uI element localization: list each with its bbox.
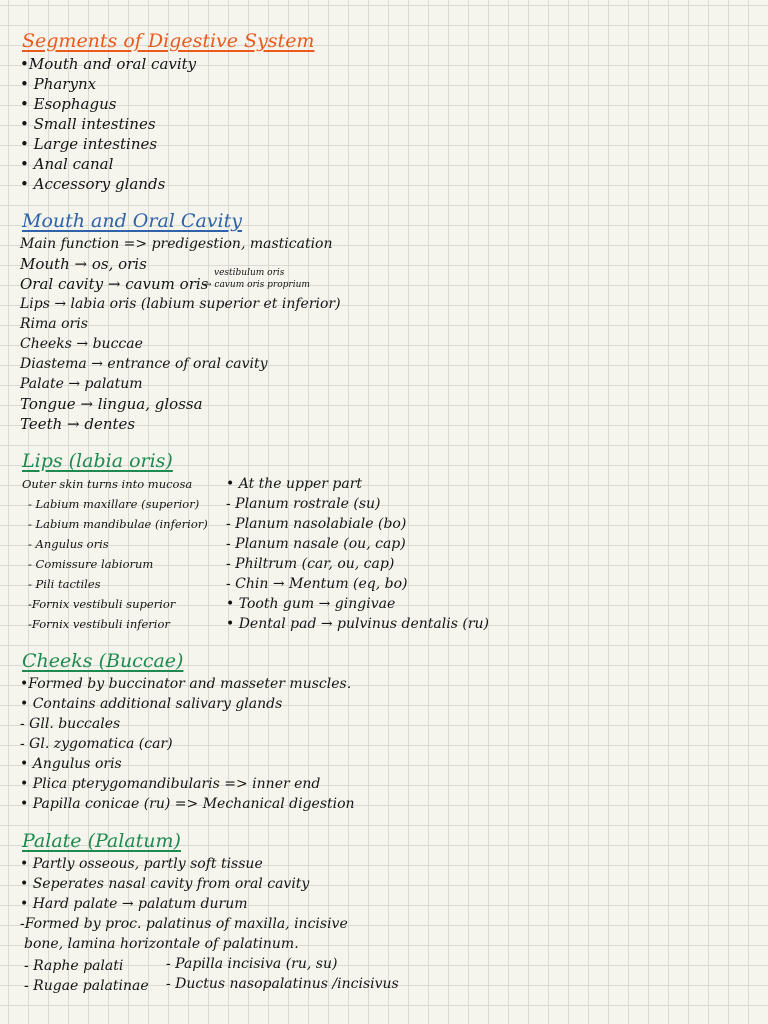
- branch-cavum-proprium: → cavum oris proprium: [204, 280, 310, 290]
- branch-vestibulum: vestibulum oris: [214, 268, 285, 278]
- palate-right-line: - Papilla incisiva (ru, su): [166, 956, 338, 972]
- note-line: Main function => predigestion, mastication: [20, 236, 333, 252]
- lips-right-line: • At the upper part: [226, 476, 363, 492]
- note-line: -Formed by proc. palatinus of maxilla, incisive: [20, 916, 348, 932]
- note-line: Diastema → entrance of oral cavity: [20, 356, 268, 372]
- lips-right-line: - Planum nasale (ou, cap): [226, 536, 406, 552]
- note-line: • Esophagus: [20, 95, 117, 113]
- note-line: Oral cavity → cavum oris: [20, 275, 209, 293]
- note-line: • Seperates nasal cavity from oral cavity: [20, 876, 310, 892]
- note-line: •Mouth and oral cavity: [20, 55, 197, 73]
- note-line: Tongue → lingua, glossa: [20, 395, 203, 413]
- note-line: • Partly osseous, partly soft tissue: [20, 856, 263, 872]
- note-line: - Gll. buccales: [20, 716, 121, 732]
- note-line: Cheeks → buccae: [20, 336, 143, 352]
- palate-left-line: - Rugae palatinae: [24, 978, 149, 994]
- note-line: Lips → labia oris (labium superior et inferior): [20, 296, 341, 312]
- note-line: • Angulus oris: [20, 756, 122, 772]
- heading-mouth-oral-cavity: Mouth and Oral Cavity: [22, 210, 242, 232]
- note-line: Teeth → dentes: [20, 415, 136, 433]
- note-line: bone, lamina horizontale of palatinum.: [24, 936, 299, 952]
- lips-right-line: - Planum nasolabiale (bo): [226, 516, 407, 532]
- note-line: • Large intestines: [20, 135, 158, 153]
- note-line: Palate → palatum: [20, 376, 143, 392]
- note-line: • Hard palate → palatum durum: [20, 896, 248, 912]
- heading-lips: Lips (labia oris): [22, 450, 173, 472]
- note-line: • Small intestines: [20, 115, 156, 133]
- note-line: • Accessory glands: [20, 175, 166, 193]
- lips-right-line: - Chin → Mentum (eq, bo): [226, 576, 408, 592]
- note-line: • Papilla conicae (ru) => Mechanical digestion: [20, 796, 355, 812]
- palate-left-line: - Raphe palati: [24, 958, 124, 974]
- note-line: • Plica pterygomandibularis => inner end: [20, 776, 321, 792]
- lips-left-line: - Labium mandibulae (inferior): [28, 517, 208, 531]
- lips-right-line: - Philtrum (car, ou, cap): [226, 556, 395, 572]
- note-line: Mouth → os, oris: [20, 255, 147, 273]
- lips-left-line: Outer skin turns into mucosa: [22, 477, 193, 491]
- lips-left-line: - Labium maxillare (superior): [28, 497, 200, 511]
- palate-right-line: - Ductus nasopalatinus /incisivus: [166, 976, 399, 992]
- heading-digestive-segments: Segments of Digestive System: [22, 30, 315, 52]
- note-line: • Contains additional salivary glands: [20, 696, 283, 712]
- heading-palate: Palate (Palatum): [22, 830, 181, 852]
- note-line: • Anal canal: [20, 155, 114, 173]
- note-line: - Gl. zygomatica (car): [20, 736, 173, 752]
- note-line: • Pharynx: [20, 75, 97, 93]
- heading-cheeks: Cheeks (Buccae): [22, 650, 184, 672]
- lips-right-line: • Tooth gum → gingivae: [226, 596, 396, 612]
- note-line: Rima oris: [20, 316, 88, 332]
- lips-left-line: - Angulus oris: [28, 537, 109, 551]
- lips-left-line: - Pili tactiles: [28, 577, 101, 591]
- lips-right-line: • Dental pad → pulvinus dentalis (ru): [226, 616, 490, 632]
- lips-left-line: -Fornix vestibuli inferior: [28, 617, 170, 631]
- note-line: •Formed by buccinator and masseter muscles.: [20, 676, 352, 692]
- lips-left-line: -Fornix vestibuli superior: [28, 597, 176, 611]
- lips-right-line: - Planum rostrale (su): [226, 496, 381, 512]
- lips-left-line: - Comissure labiorum: [28, 557, 154, 571]
